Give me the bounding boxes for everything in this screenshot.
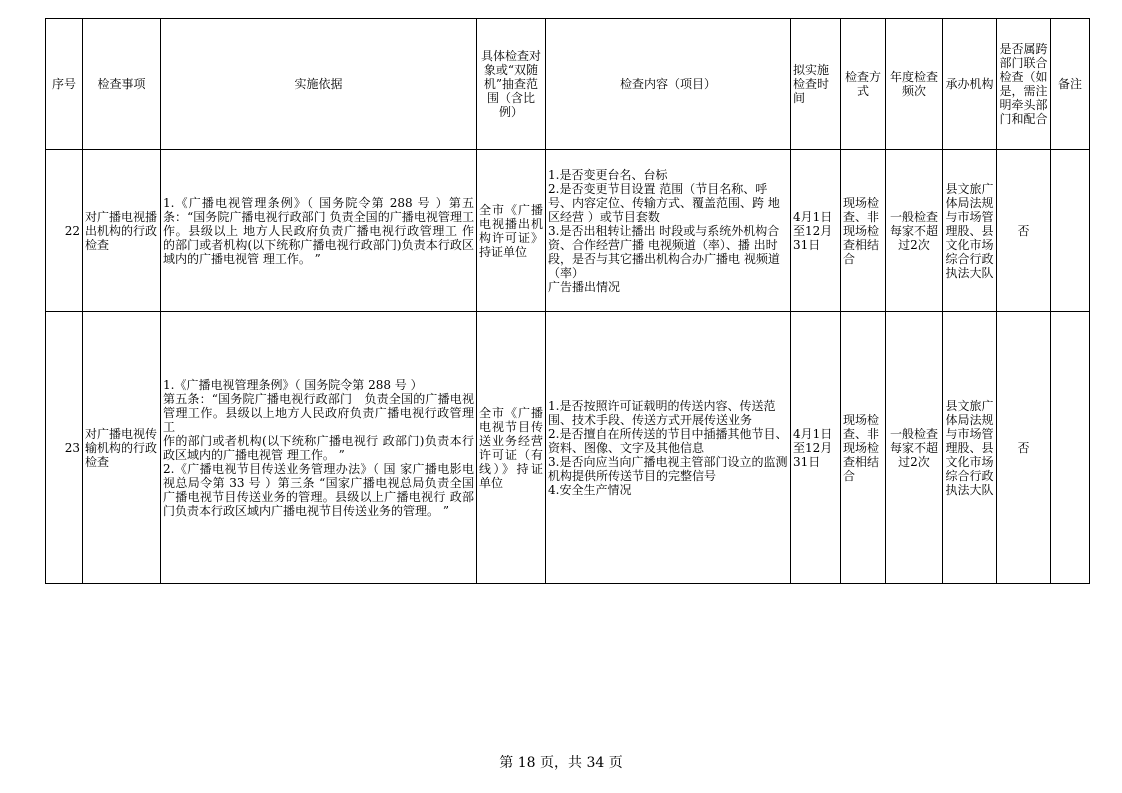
inspection-table bbox=[45, 18, 1090, 584]
row-remark bbox=[1051, 150, 1090, 312]
row-scope: 全市《广播电视节目传送业务经营许可证（有线）》持证单位 bbox=[477, 312, 546, 584]
row-basis bbox=[161, 312, 477, 584]
row-method: 现场检查、非现场检查相结合 bbox=[841, 312, 886, 584]
content-line: 3.是否向应当向广播电视主管部门设立的监测机构提供所传送节目的完整信号 bbox=[548, 454, 788, 483]
row-content bbox=[546, 312, 791, 584]
content-line: 2.是否变更节目设置 范围（节目名称、呼号、内容定位、传输方式、覆盖范围、跨 地区经营 ）或节目套数 bbox=[548, 181, 780, 224]
header-method: 检查方式 bbox=[841, 19, 886, 150]
content-line: 4.安全生产情况 bbox=[548, 482, 632, 497]
row-basis: 1.《广播电视管理条例》（ 国务院令第 288 号 ）第五条：“国务院广播电视行政部门 负责全国的广播电视管理工作。县级以上 地方人民政府负责广播电视行政管理工 作 的部门或者机构(以下统称广播电视行政部门)负责本行政区域内的广播电视管 理工作。 ” bbox=[161, 150, 477, 312]
header-index: 序号 bbox=[46, 19, 83, 150]
header-remark: 备注 bbox=[1051, 19, 1090, 150]
row-frequency: 一般检查每家不超过2次 bbox=[886, 312, 943, 584]
row-joint: 否 bbox=[997, 150, 1051, 312]
header-basis: 实施依据 bbox=[161, 19, 477, 150]
page-number: 第 18 页，共 34 页 bbox=[499, 755, 623, 771]
basis-line: 1.《广播电视管理条例》（ 国务院令第 288 号 ） bbox=[163, 377, 423, 392]
content-line: 2.是否擅自在所传送的节目中插播其他节目、资料、图像、文字及其他信息 bbox=[548, 426, 788, 455]
row-item: 对广播电视传输机构的行政检查 bbox=[83, 312, 161, 584]
basis-line: 作的部门或者机构(以下统称广播电视行 政部门)负责本行政区域内的广播电视管 理工作。 ” bbox=[163, 433, 474, 462]
row-scope: 全市《广播电视播出机构许可证》持证单位 bbox=[477, 150, 546, 312]
row-frequency: 一般检查每家不超过2次 bbox=[886, 150, 943, 312]
row-agency: 县文旅广体局法规与市场管理股、县文化市场综合行政执法大队 bbox=[943, 150, 997, 312]
row-agency: 县文旅广体局法规与市场管理股、县文化市场综合行政执法大队 bbox=[943, 312, 997, 584]
content-line: 1.是否按照许可证载明的传送内容、传送范围、技术手段、传送方式开展传送业务 bbox=[548, 398, 776, 427]
row-item: 对广播电视播出机构的行政检查 bbox=[83, 150, 161, 312]
row-content bbox=[546, 150, 791, 312]
content-line: 3.是否出租转让播出 时段或与系统外机构合资、合作经营广播 电视频道（率）、播 出时段，是否与其它播出机构合办广播电 视频道（率） bbox=[548, 223, 780, 280]
content-line: 广告播出情况 bbox=[548, 279, 621, 294]
row-time: 4月1日至12月31日 bbox=[791, 150, 841, 312]
row-method: 现场检查、非现场检查相结合 bbox=[841, 150, 886, 312]
header-agency: 承办机构 bbox=[943, 19, 997, 150]
header-joint: 是否属跨部门联合检查（如是，需注明牵头部门和配合 bbox=[997, 19, 1051, 150]
row-index: 22 bbox=[46, 150, 83, 312]
row-index: 23 bbox=[46, 312, 83, 584]
table-row bbox=[46, 312, 1090, 584]
row-time: 4月1日至12月31日 bbox=[791, 312, 841, 584]
table-row bbox=[46, 150, 1090, 312]
header-row bbox=[46, 19, 1090, 150]
header-content: 检查内容（项目） bbox=[546, 19, 791, 150]
row-joint: 否 bbox=[997, 312, 1051, 584]
header-time: 拟实施检查时间 bbox=[791, 19, 841, 150]
header-item: 检查事项 bbox=[83, 19, 161, 150]
basis-line: 第五条：“国务院广播电视行政部门 负责全国的广播电视管理工作。县级以上地方人民政府负责广播电视行政管理工 bbox=[163, 391, 474, 434]
row-remark bbox=[1051, 312, 1090, 584]
content-line: 1.是否变更台名、台标 bbox=[548, 167, 668, 182]
basis-line: 2.《广播电视节目传送业务管理办法》（ 国 家广播电影电视总局令第 33 号 ）第三条 “国家广播电视总局负责全国广播电视节目传送业务的管理。县级以上广播电视行 政部门负责本行政区域内广播电视节目传送业务的管理。 ” bbox=[163, 461, 474, 518]
header-frequency: 年度检查频次 bbox=[886, 19, 943, 150]
header-scope: 具体检查对象或“双随机”抽查范围（含比例） bbox=[477, 19, 546, 150]
